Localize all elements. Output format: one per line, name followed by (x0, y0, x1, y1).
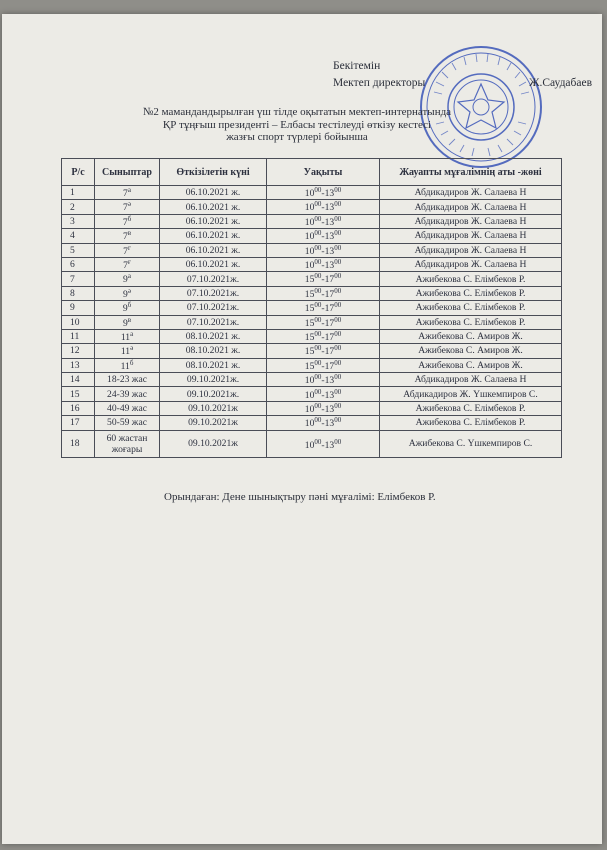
cell-date: 07.10.2021ж. (160, 301, 267, 315)
table-row (62, 229, 562, 243)
cell-class: $11^б$ (95, 358, 160, 372)
cell-class: $7^а$ (95, 186, 160, 200)
cell-teacher: Абдикадиров Ж. Салаева Н (380, 257, 562, 271)
cell-class: $11^ә$ (95, 344, 160, 358)
cell-teacher: Ажибекова С. Үшкемпиров С. (380, 430, 562, 457)
table-row (62, 200, 562, 214)
cell-class: $7^б$ (95, 214, 160, 228)
cell-class: 18-23 жас (95, 373, 160, 387)
cell-date: 08.10.2021 ж. (160, 329, 267, 343)
cell-date: 07.10.2021ж. (160, 286, 267, 300)
header-number: Р/с (62, 159, 95, 186)
cell-time: $10^{00}-13^{00}$ (267, 257, 380, 271)
table-row (62, 387, 562, 401)
cell-number: 3 (62, 214, 95, 228)
cell-teacher: Абдикадиров Ж. Салаева Н (380, 200, 562, 214)
cell-teacher: Абдикадиров Ж. Үшкемпиров С. (380, 387, 562, 401)
cell-number: 18 (62, 430, 95, 457)
cell-number: 9 (62, 301, 95, 315)
cell-number: 6 (62, 257, 95, 271)
cell-time: $15^{00}-17^{00}$ (267, 272, 380, 286)
cell-number: 16 (62, 401, 95, 415)
table-row (62, 257, 562, 271)
cell-teacher: Ажибекова С. Елімбеков Р. (380, 301, 562, 315)
director-label: Мектеп директоры (333, 77, 426, 89)
table-row (62, 401, 562, 415)
table-row (62, 214, 562, 228)
cell-time: $10^{00}-13^{00}$ (267, 373, 380, 387)
table-row (62, 286, 562, 300)
cell-teacher: Ажибекова С. Амиров Ж. (380, 358, 562, 372)
cell-date: 06.10.2021 ж. (160, 214, 267, 228)
cell-date: 09.10.2021ж. (160, 387, 267, 401)
cell-time: $15^{00}-17^{00}$ (267, 286, 380, 300)
cell-date: 06.10.2021 ж. (160, 257, 267, 271)
cell-date: 09.10.2021ж. (160, 373, 267, 387)
cell-date: 06.10.2021 ж. (160, 229, 267, 243)
cell-time: $10^{00}-13^{00}$ (267, 243, 380, 257)
table-row (62, 373, 562, 387)
cell-time: $15^{00}-17^{00}$ (267, 358, 380, 372)
cell-date: 06.10.2021 ж. (160, 200, 267, 214)
cell-class: 24-39 жас (95, 387, 160, 401)
table-row (62, 186, 562, 200)
title-line-2: ҚР тұңғыш президенті – Елбасы тестілеуді өткізу кестесі (162, 118, 432, 131)
schedule-table (61, 158, 562, 458)
cell-time: $10^{00}-13^{00}$ (267, 229, 380, 243)
cell-class: $9^ә$ (95, 286, 160, 300)
cell-number: 14 (62, 373, 95, 387)
cell-class: $11^а$ (95, 329, 160, 343)
cell-time: $10^{00}-13^{00}$ (267, 214, 380, 228)
table-row (62, 416, 562, 430)
cell-date: 09.10.2021ж (160, 401, 267, 415)
table-row (62, 272, 562, 286)
cell-teacher: Ажибекова С. Елімбеков Р. (380, 272, 562, 286)
table-row (62, 430, 562, 457)
cell-time: $10^{00}-13^{00}$ (267, 430, 380, 457)
table-row (62, 243, 562, 257)
table-row (62, 329, 562, 343)
table-body (62, 186, 562, 458)
cell-teacher: Абдикадиров Ж. Салаева Н (380, 373, 562, 387)
cell-date: 07.10.2021ж. (160, 272, 267, 286)
cell-class: 50-59 жас (95, 416, 160, 430)
cell-teacher: Абдикадиров Ж. Салаева Н (380, 229, 562, 243)
cell-number: 12 (62, 344, 95, 358)
cell-number: 11 (62, 329, 95, 343)
cell-time: $10^{00}-13^{00}$ (267, 401, 380, 415)
cell-class: $7^ғ$ (95, 257, 160, 271)
table-row (62, 315, 562, 329)
cell-teacher: Ажибекова С. Амиров Ж. (380, 344, 562, 358)
cell-number: 8 (62, 286, 95, 300)
table-row (62, 358, 562, 372)
cell-date: 08.10.2021 ж. (160, 344, 267, 358)
cell-time: $10^{00}-13^{00}$ (267, 200, 380, 214)
table-row (62, 301, 562, 315)
cell-class: $7^г$ (95, 243, 160, 257)
cell-class: $9^а$ (95, 272, 160, 286)
cell-date: 07.10.2021ж. (160, 315, 267, 329)
cell-number: 7 (62, 272, 95, 286)
cell-date: 09.10.2021ж (160, 416, 267, 430)
title-line-3: жазғы спорт түрлері бойынша (226, 131, 368, 143)
cell-date: 06.10.2021 ж. (160, 186, 267, 200)
cell-time: $15^{00}-17^{00}$ (267, 315, 380, 329)
cell-number: 17 (62, 416, 95, 430)
cell-number: 5 (62, 243, 95, 257)
cell-teacher: Абдикадиров Ж. Салаева Н (380, 214, 562, 228)
cell-date: 06.10.2021 ж. (160, 243, 267, 257)
approval-signature-line (333, 75, 592, 92)
approval-block (333, 58, 592, 92)
cell-teacher: Ажибекова С. Елімбеков Р. (380, 286, 562, 300)
cell-number: 2 (62, 200, 95, 214)
cell-number: 15 (62, 387, 95, 401)
cell-class: $9^б$ (95, 301, 160, 315)
table-row (62, 344, 562, 358)
approval-line: Бекітемін (333, 60, 381, 72)
cell-class: 40-49 жас (95, 401, 160, 415)
header-classes: Сыныптар (95, 159, 160, 186)
cell-class: $7^ә$ (95, 200, 160, 214)
cell-time: $15^{00}-17^{00}$ (267, 329, 380, 343)
header-time: Уақыты (267, 159, 380, 186)
header-teacher: Жауапты мұғалімнің аты -жөні (380, 159, 562, 186)
cell-number: 4 (62, 229, 95, 243)
table-header-row (62, 159, 562, 186)
cell-teacher: Ажибекова С. Елімбеков Р. (380, 315, 562, 329)
director-name: Ж.Саудабаев (529, 77, 593, 89)
cell-date: 08.10.2021 ж. (160, 358, 267, 372)
cell-time: $15^{00}-17^{00}$ (267, 301, 380, 315)
cell-teacher: Ажибекова С. Амиров Ж. (380, 329, 562, 343)
document-sheet (2, 14, 602, 844)
cell-teacher: Абдикадиров Ж. Салаева Н (380, 186, 562, 200)
cell-class: 60 жастан жоғары (95, 430, 160, 457)
cell-teacher: Абдикадиров Ж. Салаева Н (380, 243, 562, 257)
cell-number: 1 (62, 186, 95, 200)
cell-number: 13 (62, 358, 95, 372)
cell-time: $10^{00}-13^{00}$ (267, 416, 380, 430)
cell-number: 10 (62, 315, 95, 329)
cell-teacher: Ажибекова С. Елімбеков Р. (380, 401, 562, 415)
cell-teacher: Ажибекова С. Елімбеков Р. (380, 416, 562, 430)
cell-time: $10^{00}-13^{00}$ (267, 387, 380, 401)
footer-signature: Орындаған: Дене шынықтыру пәні мұғалімі: Елімбеков Р. (164, 491, 436, 503)
cell-time: $15^{00}-17^{00}$ (267, 344, 380, 358)
cell-class: $7^в$ (95, 229, 160, 243)
cell-date: 09.10.2021ж (160, 430, 267, 457)
header-date: Өткізілетін күні (160, 159, 267, 186)
document-title (92, 106, 502, 144)
cell-class: $9^в$ (95, 315, 160, 329)
cell-time: $10^{00}-13^{00}$ (267, 186, 380, 200)
title-line-1: №2 мамандандырылған үш тілде оқытатын мектеп-интернатында (142, 106, 452, 118)
